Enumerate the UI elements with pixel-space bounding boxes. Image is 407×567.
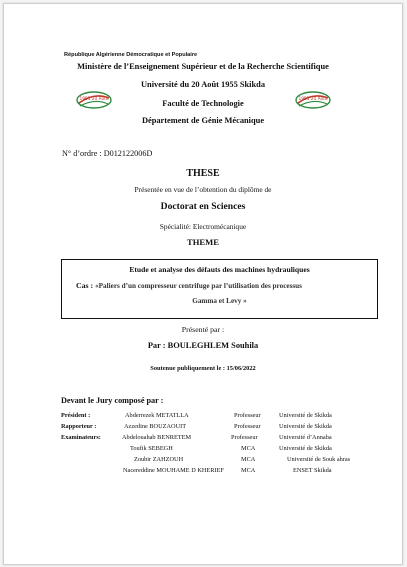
cas-label: Cas :: [76, 281, 94, 290]
jury-name: Nacereddine MOUHAME D KHERIEF: [123, 467, 224, 474]
cas-text: «Paliers d’un compresseur centrifuge par l’utilisation des processus: [95, 282, 302, 290]
jury-name: Abderrezek METATLLA: [125, 412, 189, 419]
jury-role: Rapporteur :: [61, 423, 97, 430]
specialite-line: Spécialité: Electromécanique: [159, 222, 247, 231]
document-page: [3, 3, 403, 565]
ministere-line: Ministère de l’Enseignement Supérieur et de la Recherche Scientifique: [77, 62, 329, 71]
university-logo-right: [294, 88, 332, 112]
jury-univ: Université d’Annaba: [279, 434, 332, 441]
jury-univ: ENSET Skikda: [293, 467, 332, 474]
republique-line: République Algérienne Démocratique et Populaire: [64, 52, 198, 58]
university-logo-left: [75, 88, 113, 112]
theme-label: THEME: [187, 237, 219, 247]
ordre-number: N° d’ordre : D012122006D: [62, 149, 153, 158]
jury-univ: Université de Skikda: [279, 423, 332, 430]
author-name: Par : BOULEGHLEM Souhila: [147, 341, 259, 350]
jury-univ: Université de Skikda: [279, 445, 332, 452]
presentee-line: Présentée en vue de l’obtention du diplôme de: [134, 185, 272, 194]
jury-title: Devant le Jury composé par :: [61, 396, 164, 405]
jury-grade: MCA: [241, 445, 256, 452]
jury-grade: Professeur: [234, 412, 261, 419]
jury-name: Abdelouahab BENRETEM: [122, 434, 192, 441]
theme-title: Etude et analyse des défauts des machines hydrauliques: [129, 265, 310, 274]
soutenance-date: Soutenue publiquement le : 15/06/2022: [150, 365, 256, 372]
jury-univ: Université de Skikda: [279, 412, 332, 419]
jury-name: Toufik SEBEGH: [130, 445, 173, 452]
universite-line: Université du 20 Août 1955 Skikda: [140, 80, 266, 89]
jury-grade: MCA: [241, 467, 256, 474]
theme-cas-line: [76, 281, 302, 290]
theme-box: [61, 259, 378, 319]
these-title: THESE: [186, 168, 220, 179]
cas-text-continued: Gamma et Levy »: [192, 297, 247, 305]
faculte-line: Faculté de Technologie: [162, 99, 244, 108]
svg-text:1955 ﻿20 Août: 1955 ﻿20 Août: [298, 97, 328, 102]
jury-univ: Université de Souk ahras: [287, 456, 351, 463]
jury-role: Examinateurs:: [61, 434, 101, 441]
jury-grade: Professeur: [231, 434, 258, 441]
jury-role: Président :: [61, 412, 91, 419]
jury-name: Azzedine BOUZAOUIT: [124, 423, 187, 430]
doctorat-line: Doctorat en Sciences: [160, 201, 246, 212]
presente-label: Présenté par :: [181, 325, 225, 334]
svg-text:1955 ﻿20 Août: 1955 ﻿20 Août: [79, 97, 109, 102]
jury-name: Zoubir ZAHZOUH: [134, 456, 184, 463]
jury-grade: MCA: [241, 456, 256, 463]
departement-line: Département de Génie Mécanique: [141, 116, 265, 125]
jury-grade: Professeur: [234, 423, 261, 430]
